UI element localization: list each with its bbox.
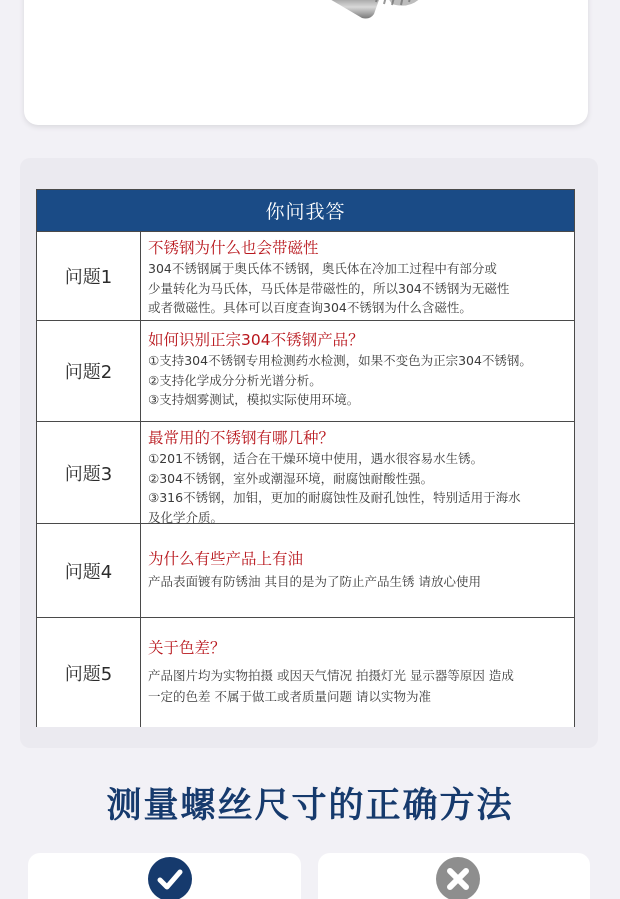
- measure-section-title: 测量螺丝尺寸的正确方法: [106, 786, 514, 826]
- answer-line: 或者微磁性。具体可以百度查询304不锈钢为什么含磁性。: [148, 300, 472, 315]
- answer-line: ②304不锈钢，室外或潮湿环境，耐腐蚀耐酸性强。: [148, 470, 434, 486]
- answer-text: [148, 259, 568, 318]
- faq-row: [37, 321, 574, 422]
- answer-line: ③支持烟雾测试，模拟实际使用环境。: [148, 392, 360, 407]
- answer-line: ③316不锈钢，加钼，更加的耐腐蚀性及耐孔蚀性，特别适用于海水: [148, 490, 521, 505]
- faq-header: 你问我答: [37, 190, 574, 232]
- answer-line: 产品图片均为实物拍摄 或因天气情况 拍摄灯光 显示器等原因 造成: [148, 668, 514, 683]
- question-title: 关于色差？: [148, 639, 226, 657]
- answer-line: 产品表面镀有防锈油 其目的是为了防止产品生锈 请放心使用: [148, 574, 481, 589]
- answer-line: 304不锈钢属于奥氏体不锈钢，奥氏体在冷加工过程中有部分或: [148, 261, 497, 276]
- answer-line: ①支持304不锈钢专用检测药水检测，如果不变色为正宗304不锈钢。: [148, 353, 532, 368]
- question-label: 问题3: [37, 422, 141, 523]
- answer-line: ①201不锈钢，适合在干燥环境中使用，遇水很容易水生锈。: [148, 451, 484, 466]
- answer-text: [148, 572, 568, 592]
- answer-cell: [141, 618, 574, 727]
- faq-table: [36, 189, 575, 727]
- question-label: 问题4: [37, 524, 141, 617]
- question-label: 问题1: [37, 232, 141, 320]
- answer-line: 少量转化为马氏体，马氏体是带磁性的，所以304不锈钢为无磁性: [148, 280, 510, 296]
- question-title: 不锈钢为什么也会带磁性: [148, 239, 319, 257]
- answer-cell: [141, 232, 574, 320]
- question-label: 问题5: [37, 618, 141, 727]
- answer-cell: [141, 321, 574, 421]
- product-image-card: [24, 0, 588, 125]
- question-label: 问题2: [37, 321, 141, 421]
- answer-line: 一定的色差 不属于做工或者质量问题 请以实物为准: [148, 689, 431, 704]
- answer-line: ②支持化学成分分析光谱分析。: [148, 372, 322, 388]
- faq-row: [37, 232, 574, 321]
- check-icon: [148, 857, 192, 899]
- question-title: 最常用的不锈钢有哪几种？: [148, 429, 335, 447]
- answer-text: [148, 351, 568, 410]
- answer-text: [148, 665, 568, 707]
- answer-text: [148, 449, 568, 527]
- question-title: 为什么有些产品上有油: [148, 550, 304, 568]
- faq-row: [37, 524, 574, 618]
- faq-row: [37, 422, 574, 524]
- faq-row: [37, 618, 574, 727]
- answer-cell: [141, 524, 574, 617]
- bolt-product-image: [316, 0, 446, 24]
- question-title: 如何识别正宗304不锈钢产品？: [148, 331, 364, 349]
- answer-line: 及化学介质。: [148, 509, 224, 525]
- x-icon: [436, 857, 480, 899]
- answer-cell: [141, 422, 574, 523]
